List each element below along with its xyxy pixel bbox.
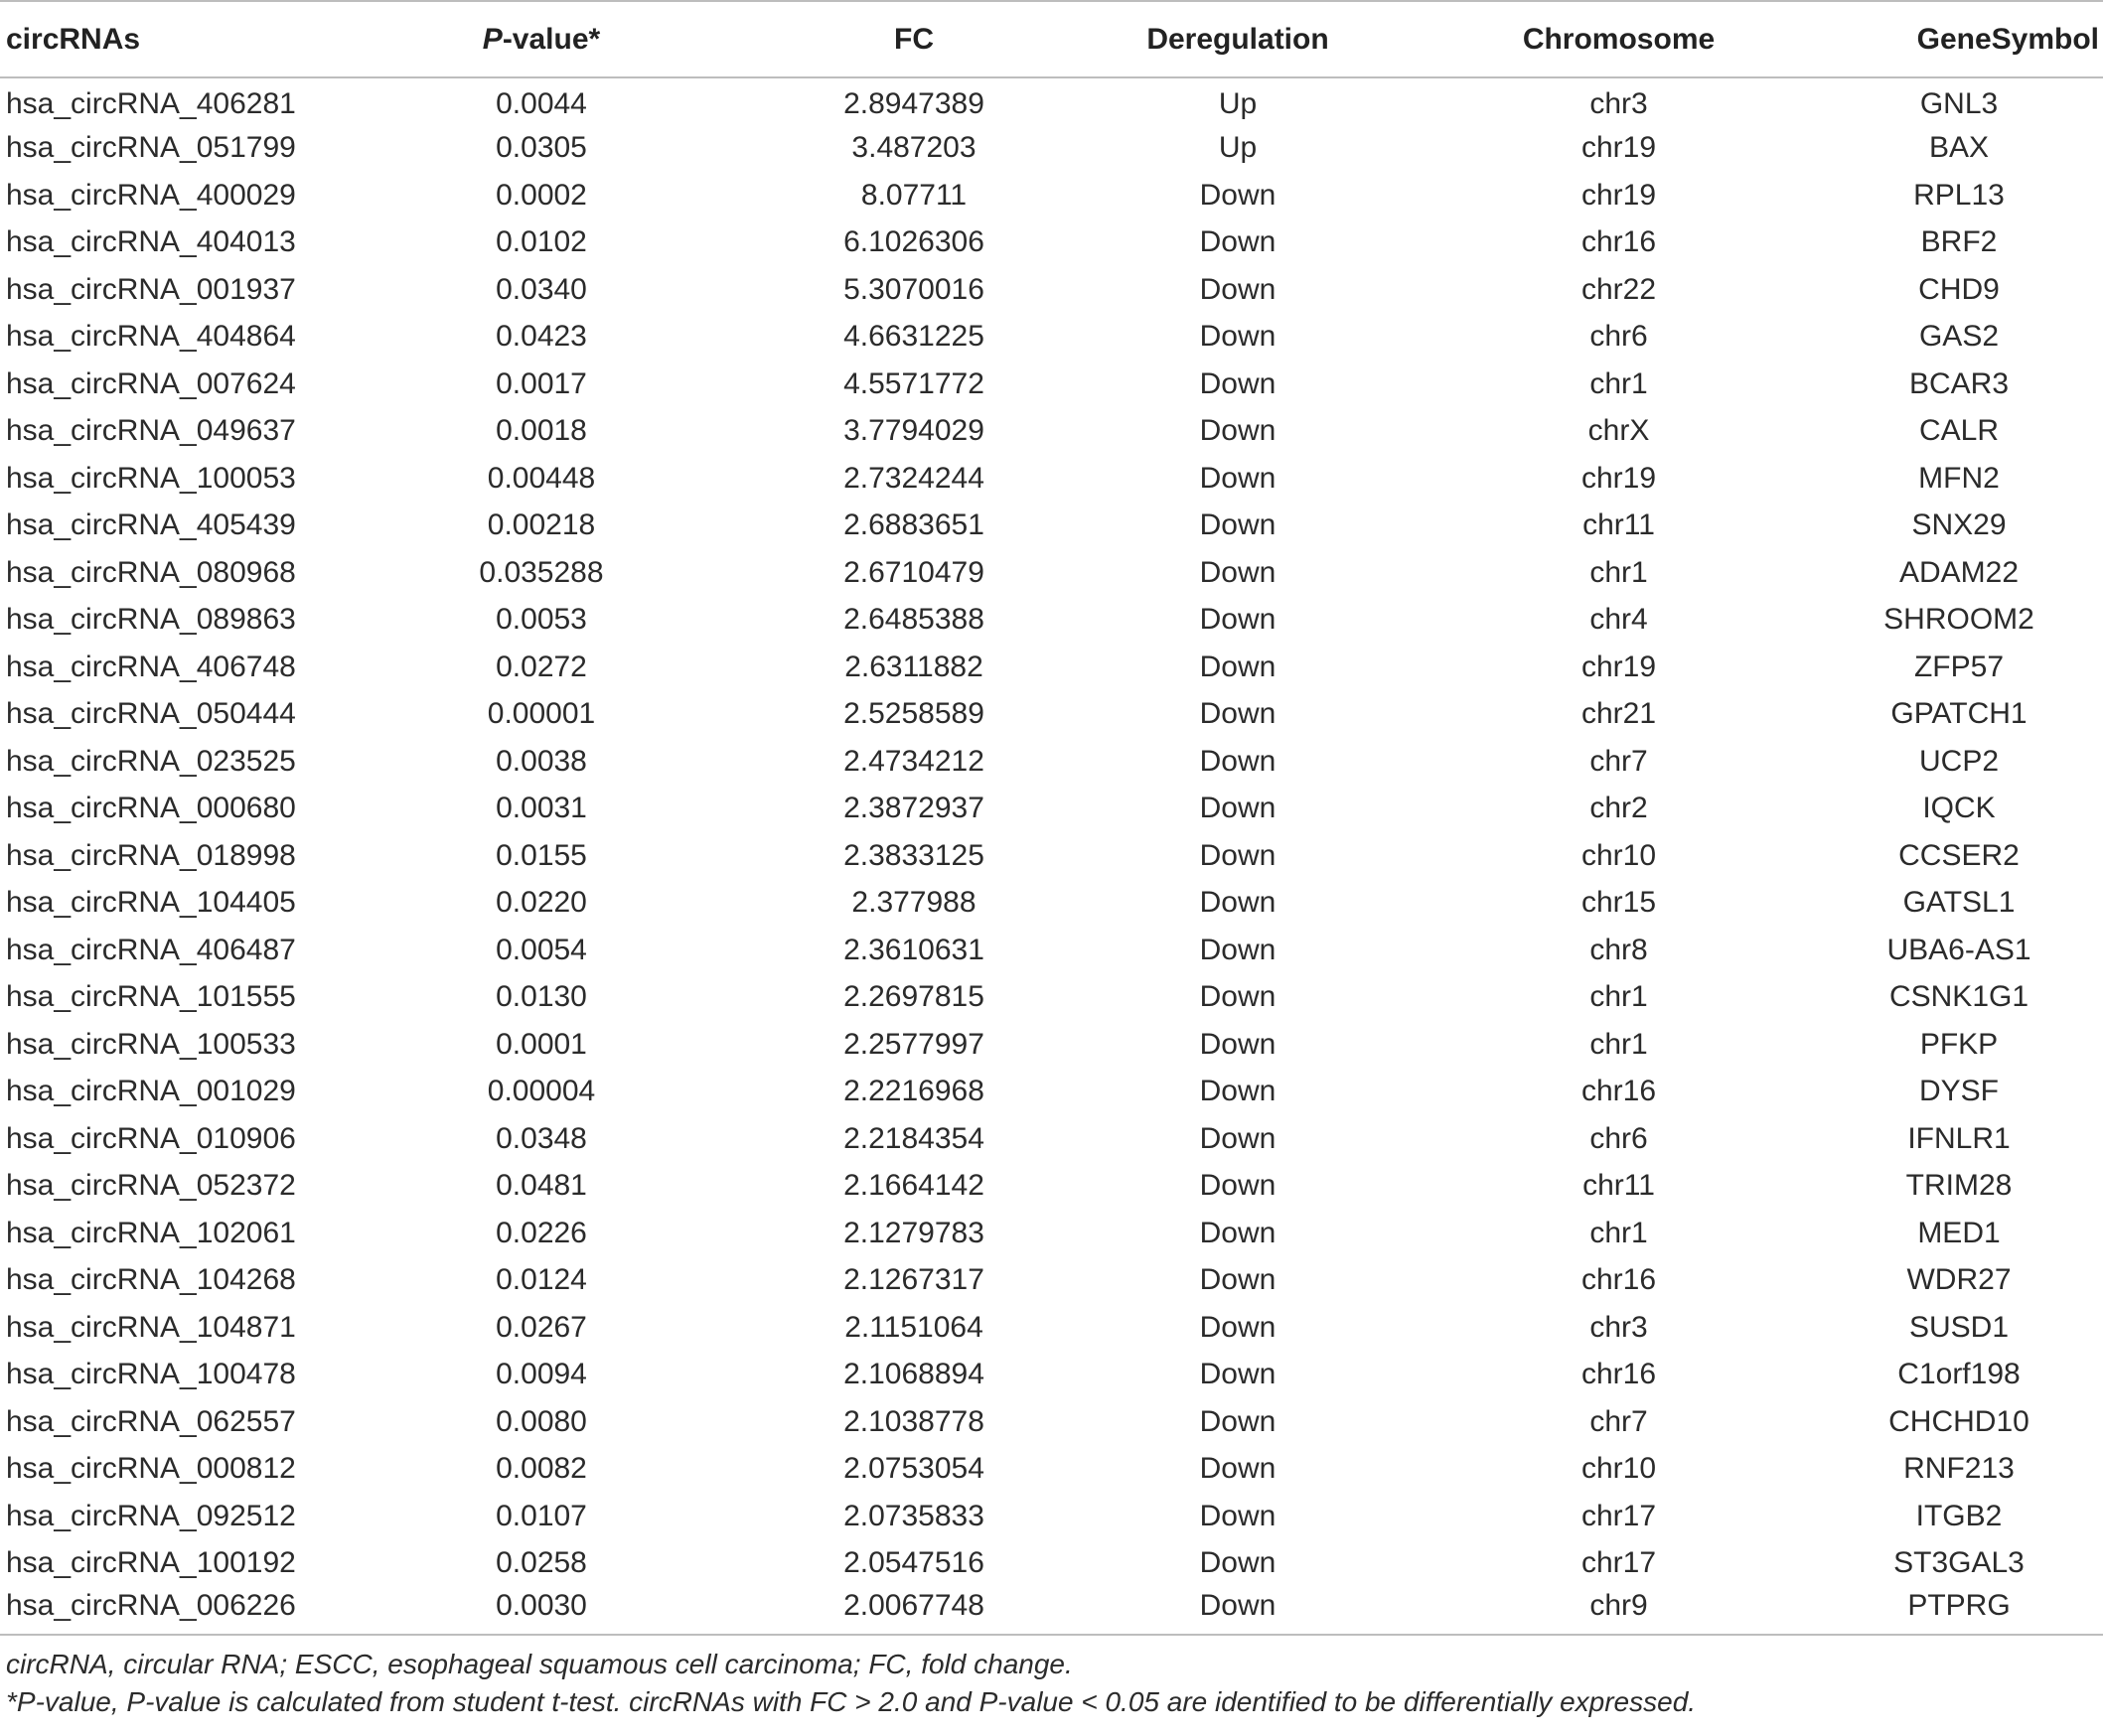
cell-chromosome: chr7 [1589, 744, 1648, 778]
cell-fc: 2.2216968 [843, 1075, 984, 1108]
cell-genesymbol: BAX [1928, 131, 1990, 165]
cell-deregulation: Down [1199, 1169, 1277, 1203]
cell-chromosome: chr11 [1582, 508, 1655, 542]
cell-circrna: hsa_circRNA_049637 [6, 414, 296, 448]
cell-chromosome: chr16 [1580, 1075, 1657, 1108]
table-row [0, 1446, 2103, 1494]
table-row [0, 361, 2103, 408]
cell-chromosome: chr19 [1580, 178, 1657, 212]
cell-deregulation: Down [1199, 1499, 1277, 1532]
cell-deregulation: Down [1199, 980, 1277, 1014]
table-row [0, 1540, 2103, 1588]
cell-p-value: 0.0305 [496, 131, 587, 165]
cell-chromosome: chr22 [1580, 272, 1657, 306]
table-row [0, 1304, 2103, 1352]
cell-deregulation: Down [1199, 555, 1277, 589]
cell-deregulation: Down [1199, 744, 1277, 778]
cell-p-value: 0.00448 [487, 461, 596, 495]
cell-chromosome: chrX [1587, 414, 1650, 448]
table-row [0, 1069, 2103, 1116]
cell-chromosome: chr10 [1580, 1452, 1657, 1486]
cell-deregulation: Down [1199, 650, 1277, 683]
table-row [0, 1163, 2103, 1211]
cell-p-value: 0.0267 [496, 1310, 587, 1344]
cell-p-value: 0.0094 [496, 1358, 587, 1391]
cell-p-value: 0.00001 [487, 697, 596, 731]
cell-p-value: 0.0124 [496, 1263, 587, 1297]
cell-chromosome: chr19 [1580, 131, 1657, 165]
cell-deregulation: Down [1199, 1216, 1277, 1249]
cell-chromosome: chr11 [1582, 1169, 1655, 1203]
cell-genesymbol: CSNK1G1 [1888, 980, 2029, 1014]
cell-p-value: 0.0002 [496, 178, 587, 212]
cell-circrna: hsa_circRNA_100478 [6, 1358, 296, 1391]
cell-chromosome: chr17 [1580, 1546, 1657, 1580]
cell-circrna: hsa_circRNA_051799 [6, 131, 296, 165]
cell-p-value: 0.0053 [496, 603, 587, 637]
cell-genesymbol: MED1 [1917, 1216, 2001, 1249]
footnote-p-value: *P-value, P-value is calculated from student t-test. circRNAs with FC > 2.0 and P-value < 0.05 are identified to be differentially expressed. [6, 1685, 1697, 1717]
cell-fc: 4.6631225 [843, 320, 984, 354]
cell-fc: 5.3070016 [843, 272, 984, 306]
cell-genesymbol: TRIM28 [1905, 1169, 2013, 1203]
table-row [0, 503, 2103, 550]
cell-deregulation: Down [1199, 366, 1277, 400]
cell-genesymbol: CHD9 [1918, 272, 2000, 306]
cell-chromosome: chr4 [1589, 603, 1648, 637]
table-body [0, 77, 2103, 1635]
cell-genesymbol: CALR [1918, 414, 2000, 448]
table-row [0, 1587, 2103, 1635]
cell-circrna: hsa_circRNA_007624 [6, 366, 296, 400]
cell-deregulation: Down [1199, 225, 1277, 259]
cell-circrna: hsa_circRNA_101555 [6, 980, 296, 1014]
cell-genesymbol: SHROOM2 [1883, 603, 2034, 637]
cell-genesymbol: SNX29 [1911, 508, 2007, 542]
cell-chromosome: chr8 [1589, 933, 1648, 966]
cell-fc: 2.1279783 [843, 1216, 984, 1249]
cell-p-value: 0.0030 [308, 1587, 775, 1635]
cell-chromosome: chr19 [1580, 461, 1657, 495]
cell-p-value: 0.0340 [496, 272, 587, 306]
cell-p-value: 0.0155 [496, 838, 587, 872]
cell-chromosome: chr1 [1589, 1216, 1648, 1249]
cell-p-value: 0.0038 [496, 744, 587, 778]
table-row [0, 832, 2103, 880]
header-genesymbol: GeneSymbol [1815, 1, 2103, 77]
cell-circrna: hsa_circRNA_010906 [6, 1121, 296, 1155]
header-p-value-italic: P [482, 22, 503, 56]
cell-p-value: 0.0481 [496, 1169, 587, 1203]
cell-chromosome: chr16 [1580, 1358, 1657, 1391]
table-row [0, 172, 2103, 219]
cell-deregulation: Down [1199, 272, 1277, 306]
cell-deregulation: Down [1199, 886, 1277, 920]
cell-fc: 6.1026306 [843, 225, 984, 259]
table-row [0, 455, 2103, 503]
cell-fc: 3.487203 [851, 131, 976, 165]
table-row [0, 1257, 2103, 1305]
cell-circrna: hsa_circRNA_100533 [6, 1027, 296, 1061]
table-row [0, 786, 2103, 833]
cell-chromosome: chr15 [1580, 886, 1657, 920]
cell-genesymbol: UBA6-AS1 [1886, 933, 2031, 966]
cell-circrna: hsa_circRNA_001937 [6, 272, 296, 306]
cell-circrna: hsa_circRNA_100192 [6, 1546, 296, 1580]
cell-fc: 2.0067748 [775, 1587, 1053, 1635]
cell-genesymbol: IFNLR1 [1907, 1121, 2011, 1155]
cell-deregulation: Down [1199, 508, 1277, 542]
cell-deregulation: Down [1199, 414, 1277, 448]
cell-circrna: hsa_circRNA_001029 [6, 1075, 296, 1108]
table-row [0, 644, 2103, 691]
header-p-value [308, 1, 775, 77]
table-row [0, 549, 2103, 597]
cell-genesymbol: ADAM22 [1898, 555, 2020, 589]
cell-fc: 2.3833125 [843, 838, 984, 872]
table-row [0, 219, 2103, 267]
cell-genesymbol: SUSD1 [1908, 1310, 2010, 1344]
cell-p-value: 0.0031 [496, 792, 587, 825]
cell-deregulation: Down [1199, 1027, 1277, 1061]
cell-chromosome: chr1 [1589, 1027, 1648, 1061]
cell-fc: 2.2577997 [843, 1027, 984, 1061]
cell-circrna: hsa_circRNA_406487 [6, 933, 296, 966]
cell-deregulation: Down [1199, 461, 1277, 495]
cell-genesymbol: BRF2 [1920, 225, 1998, 259]
cell-fc: 2.2697815 [843, 980, 984, 1014]
cell-p-value: 0.0348 [496, 1121, 587, 1155]
cell-chromosome: chr16 [1580, 1263, 1657, 1297]
cell-circrna: hsa_circRNA_404013 [6, 225, 296, 259]
table-row [0, 974, 2103, 1022]
cell-fc: 2.7324244 [843, 461, 984, 495]
cell-genesymbol: DYSF [1918, 1075, 1999, 1108]
header-row [0, 1, 2103, 77]
cell-circrna: hsa_circRNA_406748 [6, 650, 296, 683]
cell-circrna: hsa_circRNA_000812 [6, 1452, 296, 1486]
cell-fc: 2.6710479 [843, 555, 984, 589]
table-row [0, 880, 2103, 928]
cell-p-value: 0.0220 [496, 886, 587, 920]
table-row [0, 1398, 2103, 1446]
cell-circrna: hsa_circRNA_405439 [6, 508, 296, 542]
cell-deregulation: Down [1199, 1121, 1277, 1155]
cell-circrna: hsa_circRNA_104405 [6, 886, 296, 920]
cell-chromosome: chr10 [1580, 838, 1657, 872]
cell-chromosome: chr21 [1580, 697, 1657, 731]
cell-fc: 2.2184354 [843, 1121, 984, 1155]
cell-genesymbol: BCAR3 [1908, 366, 2010, 400]
table-row [0, 77, 2103, 125]
cell-circrna: hsa_circRNA_404864 [6, 320, 296, 354]
cell-fc: 2.1267317 [843, 1263, 984, 1297]
cell-chromosome: chr9 [1423, 1587, 1815, 1635]
cell-circrna: hsa_circRNA_406281 [6, 87, 296, 121]
cell-chromosome: chr16 [1580, 225, 1657, 259]
cell-circrna: hsa_circRNA_023525 [6, 744, 296, 778]
cell-circrna: hsa_circRNA_104268 [6, 1263, 296, 1297]
table-row [0, 125, 2103, 173]
cell-p-value: 0.0017 [496, 366, 587, 400]
header-p-value-rest: -value* [502, 22, 601, 56]
cell-deregulation: Down [1199, 838, 1277, 872]
cell-deregulation: Down [1199, 1546, 1277, 1580]
cell-p-value: 0.0272 [496, 650, 587, 683]
cell-fc: 2.1068894 [843, 1358, 984, 1391]
header-fc: FC [775, 1, 1053, 77]
cell-p-value: 0.0082 [496, 1452, 587, 1486]
cell-fc: 2.6485388 [843, 603, 984, 637]
table-row [0, 927, 2103, 974]
cell-fc: 2.8947389 [843, 87, 984, 121]
cell-genesymbol: WDR27 [1906, 1263, 2012, 1297]
cell-circrna: hsa_circRNA_018998 [6, 838, 296, 872]
cell-circrna: hsa_circRNA_062557 [6, 1404, 296, 1438]
cell-fc: 2.1151064 [844, 1310, 983, 1344]
cell-deregulation: Down [1199, 1310, 1277, 1344]
table-row [0, 1021, 2103, 1069]
cell-deregulation: Down [1199, 697, 1277, 731]
table-row [0, 597, 2103, 645]
cell-circrna: hsa_circRNA_006226 [0, 1587, 308, 1635]
table-row [0, 1352, 2103, 1399]
footnote-abbreviations: circRNA, circular RNA; ESCC, esophageal squamous cell carcinoma; FC, fold change. [6, 1648, 1073, 1679]
cell-deregulation: Down [1199, 1263, 1277, 1297]
cell-deregulation: Down [1053, 1587, 1423, 1635]
cell-genesymbol: IQCK [1922, 792, 1996, 825]
table-row [0, 1210, 2103, 1257]
cell-genesymbol: GPATCH1 [1890, 697, 2028, 731]
cell-genesymbol: PFKP [1919, 1027, 1999, 1061]
cell-genesymbol: UCP2 [1918, 744, 2000, 778]
table-footnotes [0, 1646, 2103, 1721]
cell-fc: 2.5258589 [843, 697, 984, 731]
cell-chromosome: chr3 [1589, 87, 1648, 121]
cell-circrna: hsa_circRNA_092512 [6, 1499, 296, 1532]
header-deregulation: Deregulation [1053, 1, 1423, 77]
cell-p-value: 0.0080 [496, 1404, 587, 1438]
cell-circrna: hsa_circRNA_052372 [6, 1169, 296, 1203]
cell-deregulation: Down [1199, 603, 1277, 637]
cell-chromosome: chr1 [1589, 366, 1648, 400]
cell-deregulation: Down [1199, 1358, 1277, 1391]
cell-genesymbol: C1orf198 [1897, 1358, 2021, 1391]
cell-fc: 4.5571772 [843, 366, 984, 400]
table-row [0, 314, 2103, 362]
cell-fc: 2.6883651 [843, 508, 984, 542]
cell-fc: 2.6311882 [844, 650, 983, 683]
header-circrnas: circRNAs [0, 1, 308, 77]
cell-chromosome: chr17 [1580, 1499, 1657, 1532]
cell-chromosome: chr1 [1589, 980, 1648, 1014]
cell-p-value: 0.00004 [487, 1075, 596, 1108]
cell-chromosome: chr6 [1589, 1121, 1648, 1155]
cell-p-value: 0.0044 [496, 87, 587, 121]
cell-fc: 8.07711 [860, 178, 968, 212]
cell-chromosome: chr3 [1589, 1310, 1648, 1344]
cell-chromosome: chr7 [1589, 1404, 1648, 1438]
cell-chromosome: chr6 [1589, 320, 1648, 354]
table-row [0, 408, 2103, 456]
cell-genesymbol: GNL3 [1919, 87, 1999, 121]
cell-genesymbol: RPL13 [1913, 178, 2005, 212]
cell-fc: 2.377988 [851, 886, 976, 920]
table-row [0, 691, 2103, 739]
cell-circrna: hsa_circRNA_100053 [6, 461, 296, 495]
cell-chromosome: chr1 [1589, 555, 1648, 589]
cell-circrna: hsa_circRNA_400029 [6, 178, 296, 212]
cell-circrna: hsa_circRNA_104871 [6, 1310, 296, 1344]
cell-p-value: 0.0018 [496, 414, 587, 448]
cell-chromosome: chr19 [1580, 650, 1657, 683]
table-row [0, 1493, 2103, 1540]
cell-circrna: hsa_circRNA_102061 [6, 1216, 296, 1249]
cell-genesymbol: RNF213 [1903, 1452, 2015, 1486]
cell-deregulation: Down [1199, 320, 1277, 354]
cell-p-value: 0.035288 [479, 555, 604, 589]
cell-p-value: 0.0054 [496, 933, 587, 966]
cell-fc: 3.7794029 [843, 414, 984, 448]
cell-genesymbol: CCSER2 [1898, 838, 2020, 872]
cell-genesymbol: ITGB2 [1915, 1499, 2003, 1532]
cell-genesymbol: PTPRG [1815, 1587, 2103, 1635]
cell-deregulation: Up [1218, 87, 1258, 121]
cell-fc: 2.4734212 [843, 744, 984, 778]
header-chromosome: Chromosome [1423, 1, 1815, 77]
cell-genesymbol: MFN2 [1918, 461, 2000, 495]
cell-p-value: 0.00218 [487, 508, 596, 542]
table-row [0, 738, 2103, 786]
cell-chromosome: chr2 [1589, 792, 1648, 825]
cell-circrna: hsa_circRNA_000680 [6, 792, 296, 825]
cell-deregulation: Down [1199, 178, 1277, 212]
cell-fc: 2.1664142 [843, 1169, 984, 1203]
cell-fc: 2.0753054 [843, 1452, 984, 1486]
cell-deregulation: Down [1199, 1452, 1277, 1486]
cell-deregulation: Down [1199, 1404, 1277, 1438]
cell-p-value: 0.0226 [496, 1216, 587, 1249]
cell-p-value: 0.0107 [496, 1499, 587, 1532]
table-header [0, 1, 2103, 77]
cell-fc: 2.0547516 [843, 1546, 984, 1580]
cell-genesymbol: GAS2 [1918, 320, 2000, 354]
cell-p-value: 0.0102 [496, 225, 587, 259]
cell-genesymbol: ST3GAL3 [1893, 1546, 2025, 1580]
cell-deregulation: Down [1199, 933, 1277, 966]
cell-deregulation: Up [1218, 131, 1258, 165]
cell-fc: 2.3610631 [843, 933, 984, 966]
cell-genesymbol: CHCHD10 [1888, 1404, 2029, 1438]
cell-genesymbol: ZFP57 [1913, 650, 2005, 683]
cell-deregulation: Down [1199, 792, 1277, 825]
cell-circrna: hsa_circRNA_080968 [6, 555, 296, 589]
cell-circrna: hsa_circRNA_089863 [6, 603, 296, 637]
cell-fc: 2.1038778 [843, 1404, 984, 1438]
cell-fc: 2.0735833 [843, 1499, 984, 1532]
cell-circrna: hsa_circRNA_050444 [6, 697, 296, 731]
table-row [0, 266, 2103, 314]
cell-deregulation: Down [1199, 1075, 1277, 1108]
cell-p-value: 0.0423 [496, 320, 587, 354]
cell-fc: 2.3872937 [843, 792, 984, 825]
cell-p-value: 0.0130 [496, 980, 587, 1014]
table-row [0, 1115, 2103, 1163]
cell-p-value: 0.0001 [496, 1027, 587, 1061]
cell-p-value: 0.0258 [496, 1546, 587, 1580]
cell-genesymbol: GATSL1 [1902, 886, 2016, 920]
